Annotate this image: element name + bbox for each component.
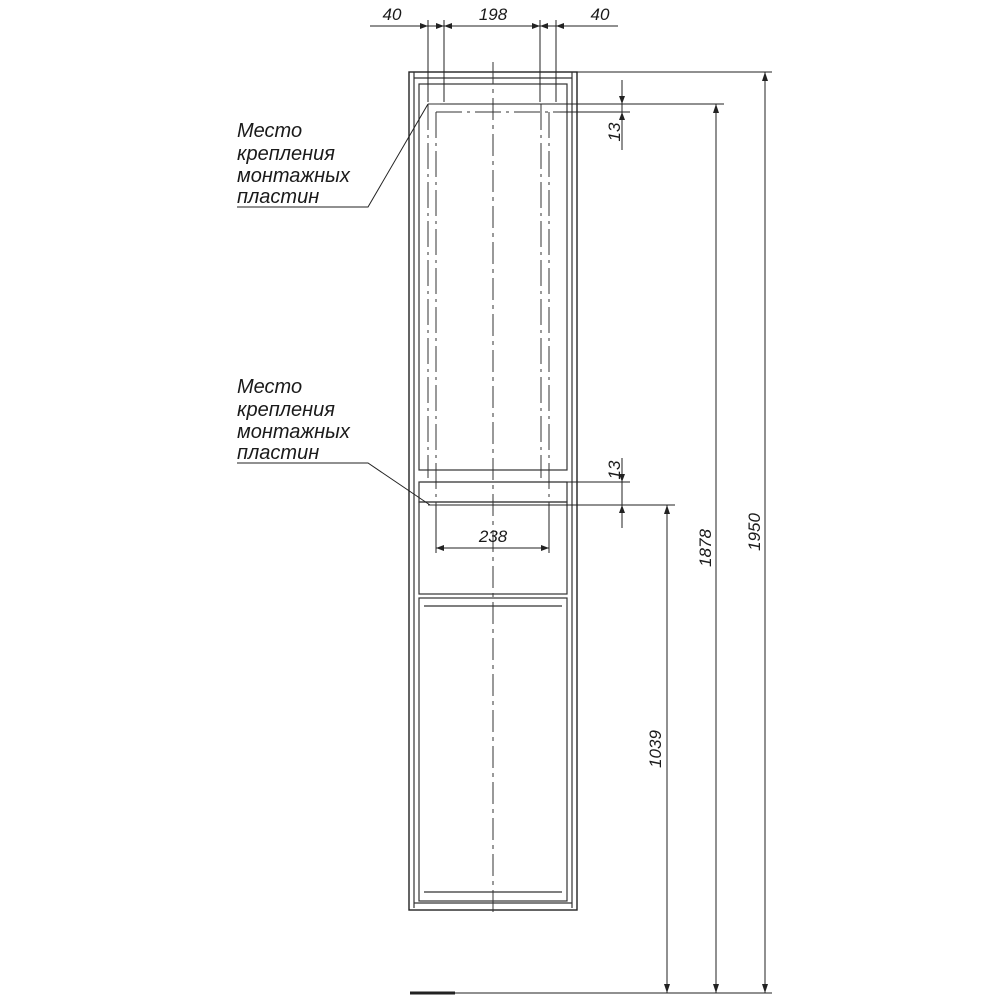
callout-lower-line-2: крепления [237, 399, 335, 421]
arrow-head [541, 545, 549, 551]
arrow-head [664, 984, 670, 993]
height-dimension-1950 [745, 72, 768, 993]
arrow-head [619, 96, 625, 104]
callout-lower-line-4: пластин [237, 442, 320, 464]
dim-13-lower: 13 [605, 460, 624, 480]
right-extension-lines [410, 72, 772, 993]
arrow-head [762, 72, 768, 81]
arrow-head [540, 23, 548, 29]
callout-lower [237, 376, 430, 505]
callout-lower-line-3: монтажных [237, 421, 350, 443]
arrow-head [664, 505, 670, 514]
arrow-head [619, 112, 625, 120]
arrow-head [713, 984, 719, 993]
dim-40-left: 40 [382, 5, 402, 24]
dim-1878: 1878 [696, 529, 715, 567]
callout-lower-leader [237, 463, 430, 505]
arrow-head [532, 23, 540, 29]
callout-lower-line-1: Место [237, 376, 303, 398]
dim-1950: 1950 [745, 513, 764, 551]
gap-dimension-upper [560, 80, 630, 150]
arrow-head [619, 505, 625, 513]
dim-40-right: 40 [590, 5, 610, 24]
arrow-head [436, 545, 444, 551]
arrow-head [420, 23, 428, 29]
arrow-head [713, 104, 719, 113]
callout-upper-line-4: пластин [237, 186, 320, 208]
height-dimension-1039 [646, 505, 670, 993]
callout-upper-line-1: Место [237, 120, 303, 142]
callout-upper-line-2: крепления [237, 143, 335, 165]
hidden-lines [428, 104, 560, 505]
callout-upper [237, 104, 428, 208]
dim-238: 238 [478, 527, 508, 546]
callout-upper-line-3: монтажных [237, 165, 350, 187]
arrow-head [436, 23, 444, 29]
gap-dimension-lower [605, 458, 625, 528]
arrow-head [444, 23, 452, 29]
dim-198: 198 [478, 5, 508, 24]
height-dimension-1878 [696, 104, 719, 993]
arrow-head [762, 984, 768, 993]
dim-1039: 1039 [646, 730, 665, 768]
arrow-head [556, 23, 564, 29]
top-dimensions [370, 5, 618, 102]
dim-13-upper: 13 [605, 122, 624, 142]
